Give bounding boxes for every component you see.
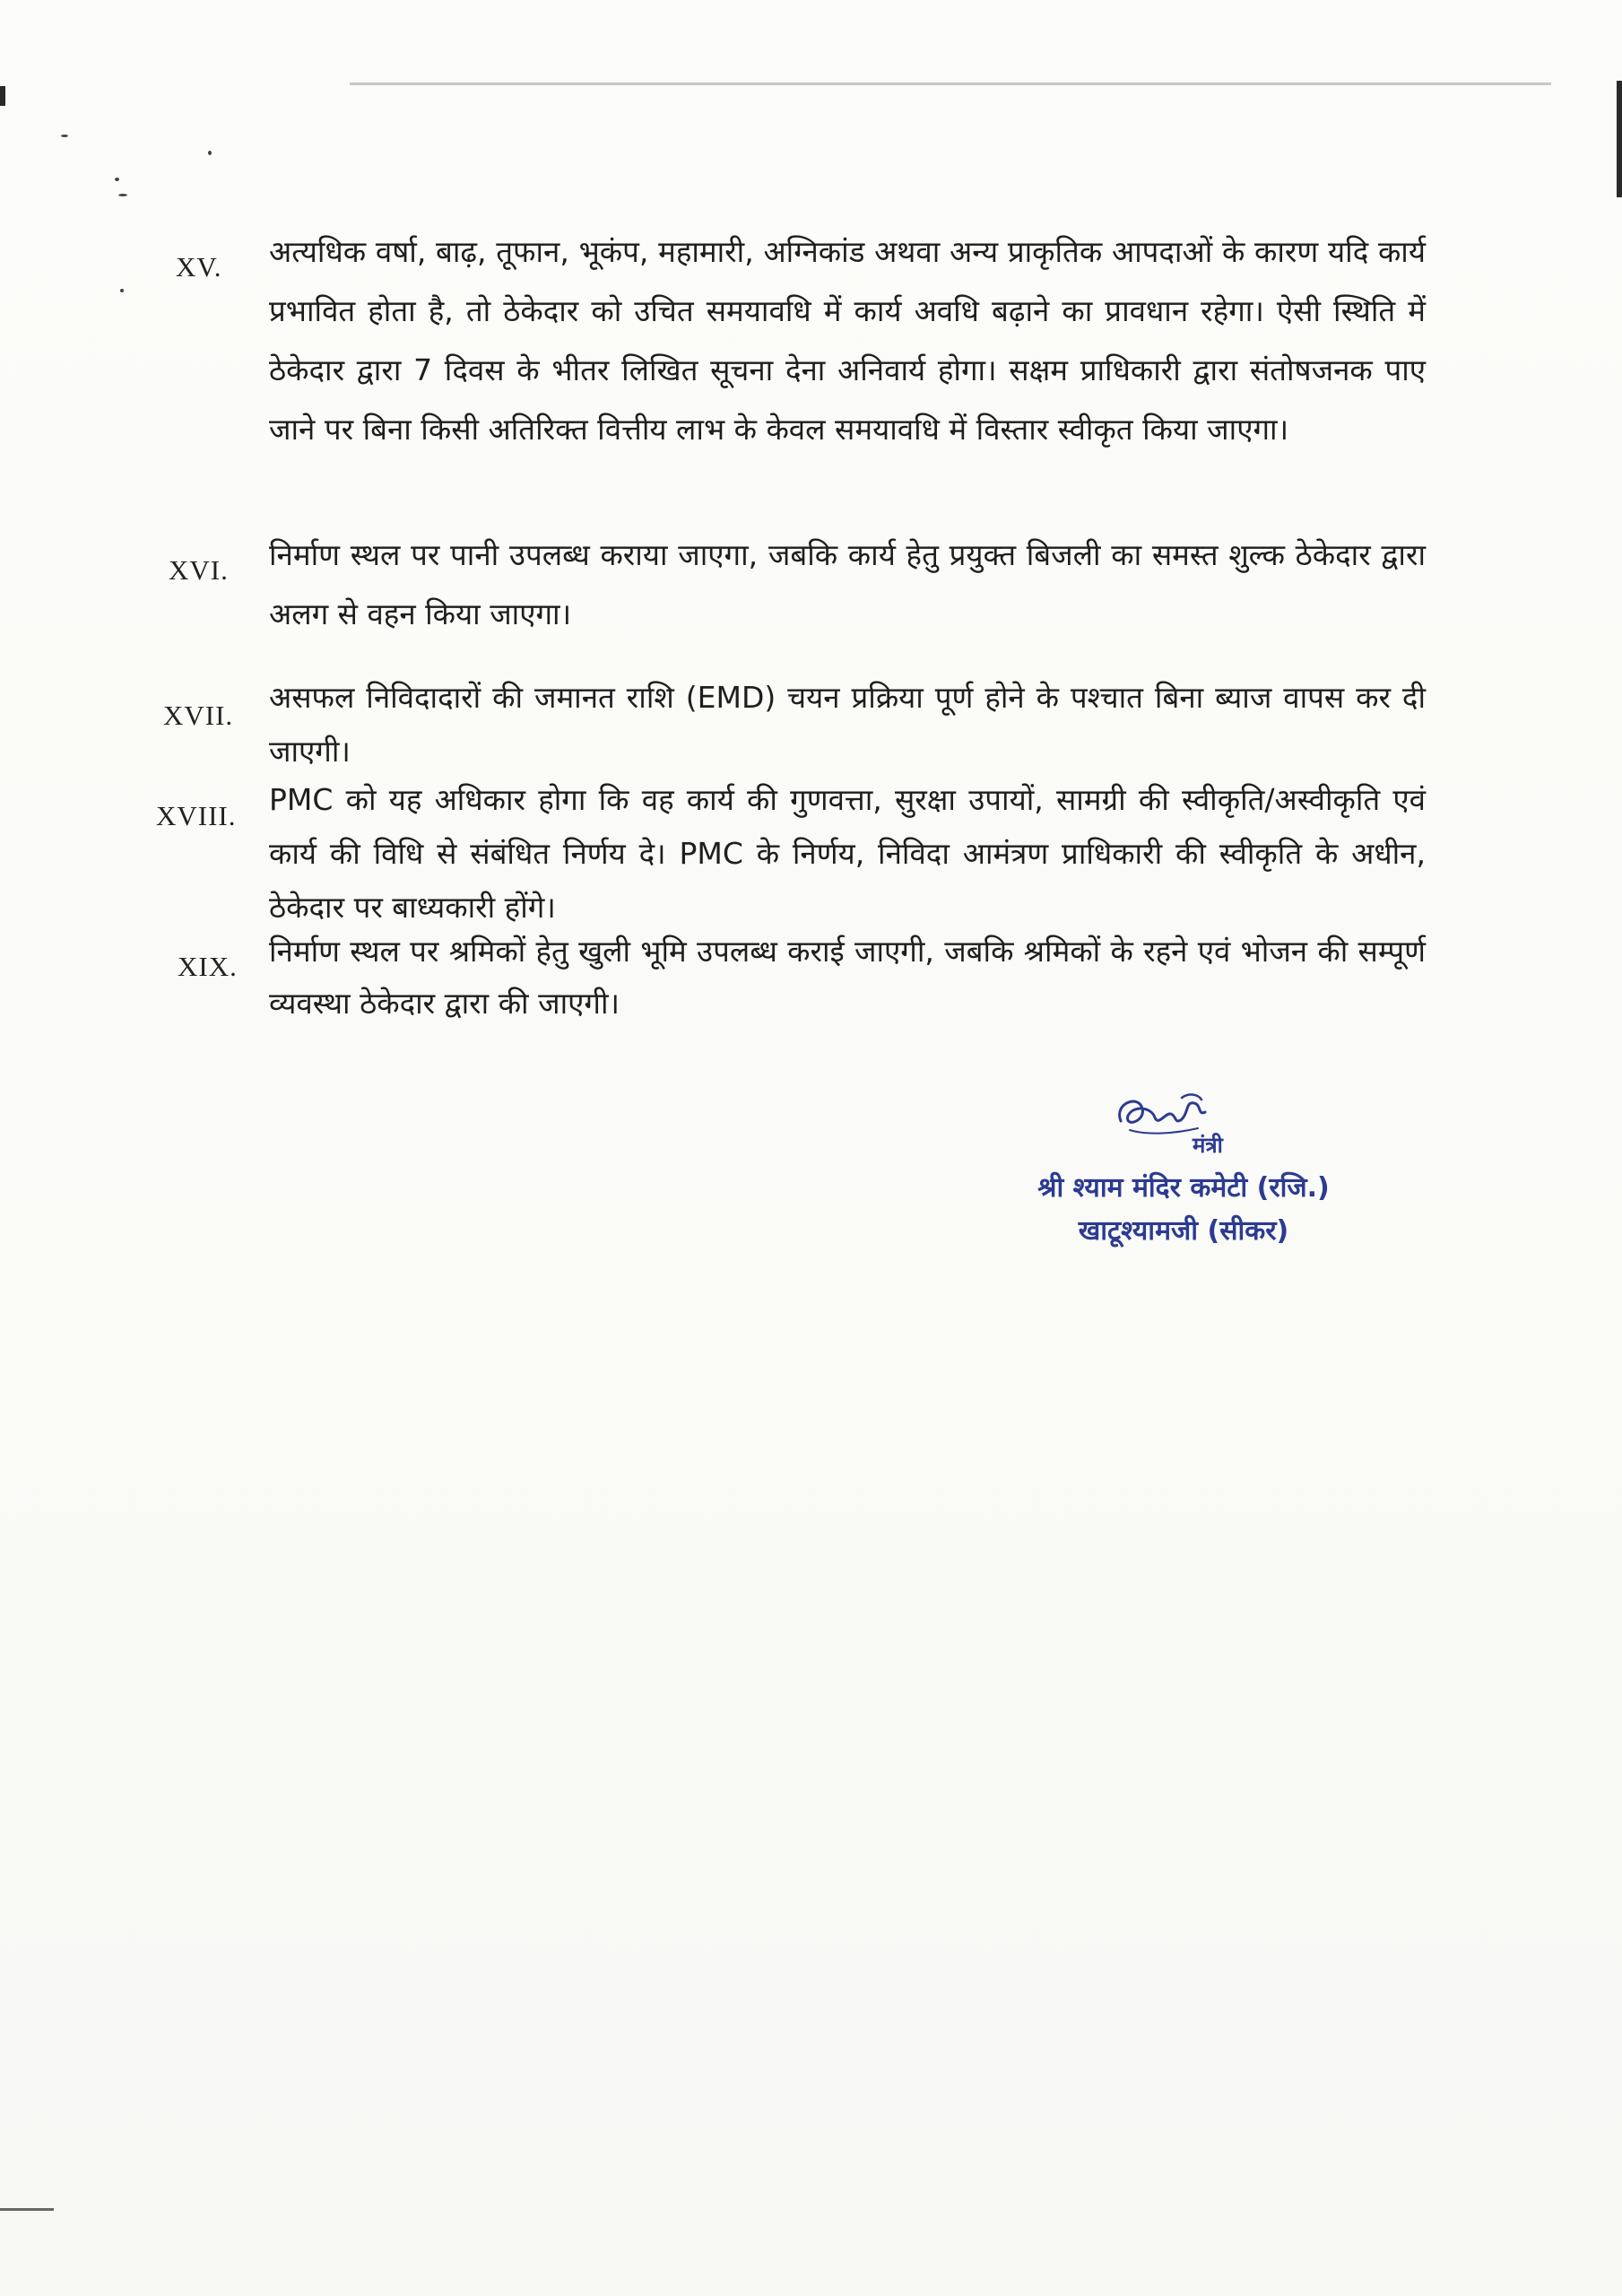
clause-number: XVI. [169,554,229,586]
clause-number: XV. [176,251,222,283]
clause-number: XVIII. [156,800,237,831]
clause-number: XVII. [163,700,234,731]
organization-name: श्री श्याम मंदिर कमेटी (रजि.) [1037,1172,1330,1204]
scan-speck [118,194,127,196]
clause-text: PMC को यह अधिकार होगा कि वह कार्य की गुणवत्ता, सुरक्षा उपायों, सामग्री की स्वीकृति/अस्वीकृति एवं कार्य की विधि से संबंधित निर्णय दे। PMC के निर्णय, निविदा आमंत्रण प्राधिकारी की स्वीकृति के अधीन, ठेकेदार पर बाध्यकारी होंगे। [269,782,1426,925]
clause-text: निर्माण स्थल पर पानी उपलब्ध कराया जाएगा, जबकि कार्य हेतु प्रयुक्त बिजली का समस्त शुल्क ठेकेदार द्वारा अलग से वहन किया जाएगा। [269,537,1426,631]
clause-text: निर्माण स्थल पर श्रमिकों हेतु खुली भूमि उपलब्ध कराई जाएगी, जबकि श्रमिकों के रहने एवं भोजन की सम्पूर्ण व्यवस्था ठेकेदार द्वारा की जाएगी। [269,934,1426,1021]
scan-left-edge [0,86,5,106]
organization-location: खाटूश्यामजी (सीकर) [1078,1215,1289,1247]
clause-text: अत्यधिक वर्षा, बाढ़, तूफान, भूकंप, महामारी, अग्निकांड अथवा अन्य प्राकृतिक आपदाओं के कारण यदि कार्य प्रभावित होता है, तो ठेकेदार को उचित समयावधि में कार्य अवधि बढ़ाने का प्रावधान रहेगा। ऐसी स्थिति में ठेकेदार द्वारा 7 दिवस के भीतर लिखित सूचना देना अनिवार्य होगा। सक्षम प्राधिकारी द्वारा संतोषजनक पाए जाने पर बिना किसी अतिरिक्त वित्तीय लाभ के केवल समयावधि में विस्तार स्वीकृत किया जाएगा। [269,234,1426,447]
clause-number: XIX. [178,951,238,982]
clause-text: असफल निविदादारों की जमानत राशि (EMD) चयन प्रक्रिया पूर्ण होने के पश्चात बिना ब्याज वापस कर दी जाएगी। [269,680,1426,769]
scan-top-edge [350,83,1551,85]
scan-speck [208,151,212,155]
scan-bottom-edge [0,2208,54,2211]
scan-speck [115,178,119,181]
scan-speck [120,289,124,292]
scan-speck [61,135,68,137]
scan-right-edge [1617,81,1622,197]
signatory-role: मंत्री [1193,1133,1223,1158]
